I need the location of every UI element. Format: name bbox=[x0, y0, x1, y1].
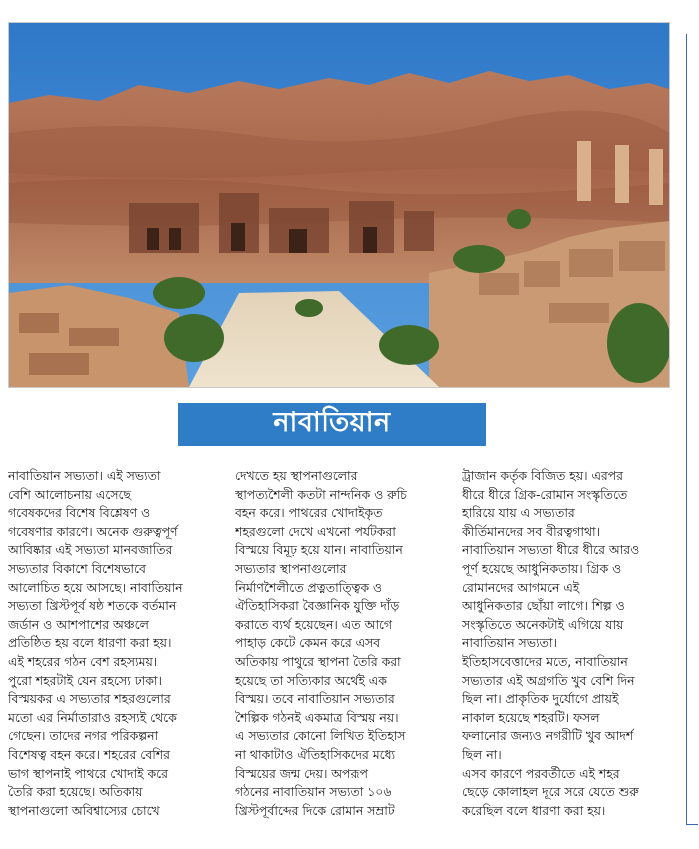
text-line: রোমানদের আগমনে এই bbox=[462, 579, 580, 595]
text-line: সভ্যতার বিকাশে বিশেষভাবে bbox=[8, 560, 146, 576]
text-line: হয়েছে তা সত্যিকার অর্থেই এক bbox=[235, 672, 387, 688]
text-line: বেশি আলোচনায় এসেছে bbox=[8, 486, 131, 502]
text-line: হারিয়ে যায় এ সভ্যতার bbox=[462, 505, 575, 521]
text-line: বিস্ময়ে বিমূঢ় হয়ে যান। নাবাতিয়ান bbox=[235, 542, 403, 558]
text-line: নাকাল হয়েছে শহরটি। ফসল bbox=[462, 709, 600, 725]
text-line: বিশেষত্ব বহন করে। শহরের বেশির bbox=[8, 746, 170, 762]
text-line: ছিল না। প্রাকৃতিক দুর্যোগে প্রায়ই bbox=[462, 691, 619, 707]
article-column-3 bbox=[462, 467, 676, 837]
text-line: গেছেন। তাদের নগর পরিকল্পনা bbox=[8, 728, 159, 744]
text-line: কীর্তিমানদের সব বীরত্বগাথা। bbox=[462, 523, 601, 539]
text-line: করেছিল বলে ধারণা করা হয়। bbox=[462, 802, 606, 818]
text-line: এই শহরের গঠন বেশ রহস্যময়। bbox=[8, 653, 158, 669]
article-column-1 bbox=[8, 467, 222, 837]
text-line: প্রতিষ্ঠিত হয় বলে ধারণা করা হয়। bbox=[8, 635, 172, 651]
text-line: ফলানোর জন্যও নগরীটি খুব আদর্শ bbox=[462, 728, 634, 744]
text-line: ঐতিহাসিকরা বৈজ্ঞানিক যুক্তি দাঁড় bbox=[235, 598, 400, 614]
petra-photo bbox=[8, 22, 670, 388]
text-line: বিস্ময়কর এ সভ্যতার শহরগুলোর bbox=[8, 691, 171, 707]
text-line: পাহাড় কেটে কেমন করে এসব bbox=[235, 635, 381, 651]
text-line: আলোচিত হয়ে আসছে। নাবাতিয়ান bbox=[8, 579, 183, 595]
text-line: খ্রিস্টপূর্বাব্দের দিকে রোমান সম্রাট bbox=[235, 802, 395, 818]
text-line: অতিকায় পাথুরে স্থাপনা তৈরি করা bbox=[235, 653, 401, 669]
text-line: সংস্কৃতিতে অনেকটাই এগিয়ে যায় bbox=[462, 616, 624, 632]
text-line: বহন করে। পাথরের খোদাইকৃত bbox=[235, 505, 383, 521]
side-rule bbox=[686, 34, 687, 824]
text-line: পুরো শহরটাই যেন রহস্যে ঢাকা। bbox=[8, 672, 162, 688]
side-rule-foot bbox=[686, 824, 698, 825]
text-line: শৈল্পিক গঠনই একমাত্র বিস্ময় নয়। bbox=[235, 709, 399, 725]
text-line: নাবাতিয়ান সভ্যতা ধীরে ধীরে আরও bbox=[462, 542, 640, 558]
text-line: গবেষকদের বিশেষ বিশ্লেষণ ও bbox=[8, 505, 151, 521]
text-line: আধুনিকতার ছোঁয়া লাগে। শিল্প ও bbox=[462, 598, 625, 614]
text-line: ছেড়ে কোলাহল দূরে সরে যেতে শুরু bbox=[462, 784, 639, 800]
text-line: ধীরে ধীরে গ্রিক-রোমান সংস্কৃতিতে bbox=[462, 486, 628, 502]
text-line: করাতে ব্যর্থ হয়েছেন। এত আগে bbox=[235, 616, 392, 632]
text-line: সভ্যতার এই অগ্রগতি খুব বেশি দিন bbox=[462, 672, 635, 688]
text-line: সভ্যতার স্থাপনাগুলোর bbox=[235, 560, 347, 576]
text-line: এসব কারণে পরবর্তীতে এই শহর bbox=[462, 765, 620, 781]
text-line: ট্রাজান কর্তৃক বিজিত হয়। এরপর bbox=[462, 468, 623, 483]
article-column-2 bbox=[235, 467, 449, 837]
text-line: আবিষ্কার এই সভ্যতা মানবজাতির bbox=[8, 542, 173, 558]
text-line: নির্মাণশৈলীতে প্রত্নতাত্ত্বিক ও bbox=[235, 579, 383, 595]
text-line: তৈরি করা হয়েছে। অতিকায় bbox=[8, 784, 143, 800]
text-line: গঠনের নাবাতিয়ান সভ্যতা ১০৬ bbox=[235, 784, 392, 800]
text-line: ইতিহাসবেত্তাদের মতে, নাবাতিয়ান bbox=[462, 653, 628, 669]
text-line: ভাগ স্থাপনাই পাথরে খোদাই করে bbox=[8, 765, 168, 781]
text-line: জর্ডান ও আশপাশের অঞ্চলে bbox=[8, 616, 149, 632]
text-line: স্থাপনাগুলো অবিশ্বাস্যের চোখে bbox=[8, 802, 160, 818]
text-line: বিস্ময়ের জন্ম দেয়। অপরূপ bbox=[235, 765, 368, 781]
text-line: সভ্যতা খ্রিস্টপূর্ব ষষ্ঠ শতকে বর্তমান bbox=[8, 598, 177, 614]
text-line: মতো এর নির্মাতারাও রহস্যই থেকে bbox=[8, 709, 177, 725]
text-line: গবেষণার কারণে। অনেক গুরুত্বপূর্ণ bbox=[8, 523, 178, 539]
text-line: ছিল না। bbox=[462, 746, 502, 762]
text-line: না থাকাটাও ঐতিহাসিকদের মধ্যে bbox=[235, 746, 396, 762]
text-line: স্থাপত্যশৈলী কতটা নান্দনিক ও রুচি bbox=[235, 486, 407, 502]
text-line: শহরগুলো দেখে এখনো পর্যটকরা bbox=[235, 523, 396, 539]
article-title: নাবাতিয়ান bbox=[178, 403, 486, 446]
text-line: নাবাতিয়ান সভ্যতা। bbox=[462, 635, 557, 651]
text-line: বিস্ময়। তবে নাবাতিয়ান সভ্যতার bbox=[235, 691, 395, 707]
text-line: পূর্ণ হয়েছে আধুনিকতায়। গ্রিক ও bbox=[462, 560, 622, 576]
text-line: এ সভ্যতার কোনো লিখিত ইতিহাস bbox=[235, 728, 406, 744]
text-line: দেখতে হয় স্থাপনাগুলোর bbox=[235, 468, 358, 483]
text-line: নাবাতিয়ান সভ্যতা। এই সভ্যতা bbox=[8, 468, 161, 483]
